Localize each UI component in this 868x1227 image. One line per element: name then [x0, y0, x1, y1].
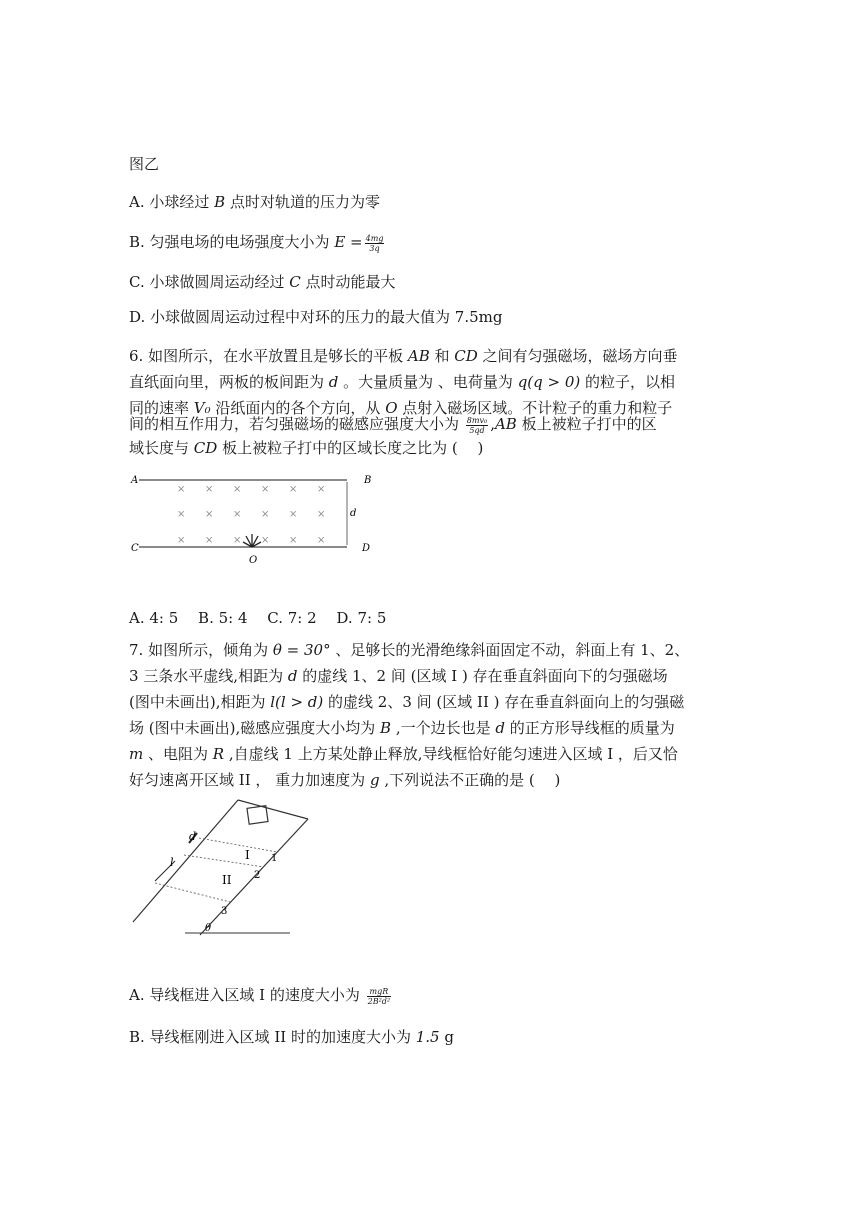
- q7-line-3: (图中未画出),相距为 l(l > d) 的虚线 2、3 间 (区域 II ) 存在垂直斜面向上的匀强磁: [129, 693, 685, 711]
- label-line-2: 2: [254, 870, 261, 881]
- field-cross: ×: [205, 484, 214, 495]
- field-cross: ×: [317, 535, 326, 546]
- label-o: O: [249, 555, 258, 566]
- label-distance: d: [350, 508, 357, 519]
- field-cross: ×: [289, 535, 298, 546]
- incline-left-edge: [133, 800, 238, 922]
- q6-line-2: 直纸面向里，两板的板间距为 d 。大量质量为 、电荷量为 q(q > 0) 的粒子，以相: [129, 373, 676, 391]
- label-b: B: [364, 475, 372, 486]
- field-cross: ×: [177, 484, 186, 495]
- field-cross: ×: [289, 484, 298, 495]
- field-cross: ×: [261, 509, 270, 520]
- label-a: A: [131, 475, 139, 486]
- field-cross: ×: [205, 509, 214, 520]
- field-cross: ×: [233, 535, 242, 546]
- dashed-line-3: [155, 883, 230, 902]
- q7-line-4: 场 (图中未画出),磁感应强度大小均为 B ,一个边长也是 d 的正方形导线框的质量为: [129, 719, 675, 737]
- magnetic-field-crosses: [177, 484, 325, 546]
- q6-line-5: 域长度与 CD 板上被粒子打中的区域长度之比为 ( ): [129, 439, 484, 457]
- q6-plates-figure: [125, 470, 385, 570]
- q5-option-c: C. 小球做圆周运动经过 C 点时动能最大: [129, 273, 396, 291]
- q6-options: A. 4: 5 B. 5: 4 C. 7: 2 D. 7: 5: [129, 609, 387, 627]
- q7-option-b: B. 导线框刚进入区域 II 时的加速度大小为 1.5 g: [129, 1028, 454, 1046]
- dashed-line-1: [199, 838, 277, 852]
- label-d: d: [189, 830, 197, 843]
- field-cross: ×: [317, 509, 326, 520]
- square-coil: [247, 806, 268, 824]
- q5-option-a: A. 小球经过 B 点时对轨道的压力为零: [129, 193, 380, 211]
- field-cross: ×: [261, 535, 270, 546]
- label-line-1: 1: [271, 853, 278, 864]
- q7-line-5: m 、电阻为 R ,自虚线 1 上方某处静止释放,导线框恰好能匀速进入区域 I ，后又恰: [129, 745, 678, 763]
- fraction: $\frac{\text{mgR}}{\text{2B²d²}}$: [367, 986, 391, 1006]
- fraction: $\frac{4mg}{3q}$: [365, 233, 384, 253]
- label-line-3: 3: [221, 906, 228, 917]
- field-cross: ×: [205, 535, 214, 546]
- particle-source: [243, 534, 261, 547]
- q7-option-a: A. 导线框进入区域 I 的速度大小为 $\frac{\text{mgR}}{\text{2B²d²}}$: [129, 986, 391, 1006]
- q7-line-2: 3 三条水平虚线,相距为 d 的虚线 1、2 间 (区域 I ) 存在垂直斜面向下的匀强磁场: [129, 667, 668, 685]
- figure-caption: 图乙: [129, 155, 160, 173]
- field-cross: ×: [177, 535, 186, 546]
- fraction: $\frac{\text{8mv₀}}{5qd}$: [466, 415, 488, 435]
- q6-line-4: 间的相互作用力，若匀强磁场的磁感应强度大小为 $\frac{\text{8mv₀}}{5qd}$ ,AB 板上被粒子打中的区: [129, 415, 657, 435]
- q6-line-3: 同的速率 V₀ 沿纸面内的各个方向，从 O 点射入磁场区域。不计粒子的重力和粒子: [129, 399, 673, 417]
- label-c: C: [131, 543, 139, 554]
- q7-incline-figure: [125, 795, 325, 945]
- dashed-line-2: [184, 855, 264, 867]
- label-theta: θ: [205, 923, 212, 934]
- field-cross: ×: [261, 484, 270, 495]
- label-l: l: [170, 856, 174, 869]
- q7-line-6: 好匀速离开区域 II ， 重力加速度为 g ,下列说法不正确的是 ( ): [129, 771, 561, 789]
- q5-option-d: D. 小球做圆周运动过程中对环的压力的最大值为 7.5mg: [129, 308, 503, 326]
- q5-option-b: B. 匀强电场的电场强度大小为 E = $\frac{4mg}{3q}$: [129, 233, 384, 253]
- field-cross: ×: [233, 509, 242, 520]
- field-cross: ×: [317, 484, 326, 495]
- field-cross: ×: [289, 509, 298, 520]
- label-region-1: I: [245, 848, 250, 862]
- field-cross: ×: [177, 509, 186, 520]
- q6-line-1: 6. 如图所示，在水平放置且是够长的平板 AB 和 CD 之间有匀强磁场，磁场方向垂: [129, 347, 678, 365]
- q7-line-1: 7. 如图所示，倾角为 θ = 30° 、足够长的光滑绝缘斜面固定不动，斜面上有 1、2、: [129, 641, 690, 659]
- label-region-2: II: [222, 873, 232, 887]
- label-d: D: [362, 543, 371, 554]
- field-cross: ×: [233, 484, 242, 495]
